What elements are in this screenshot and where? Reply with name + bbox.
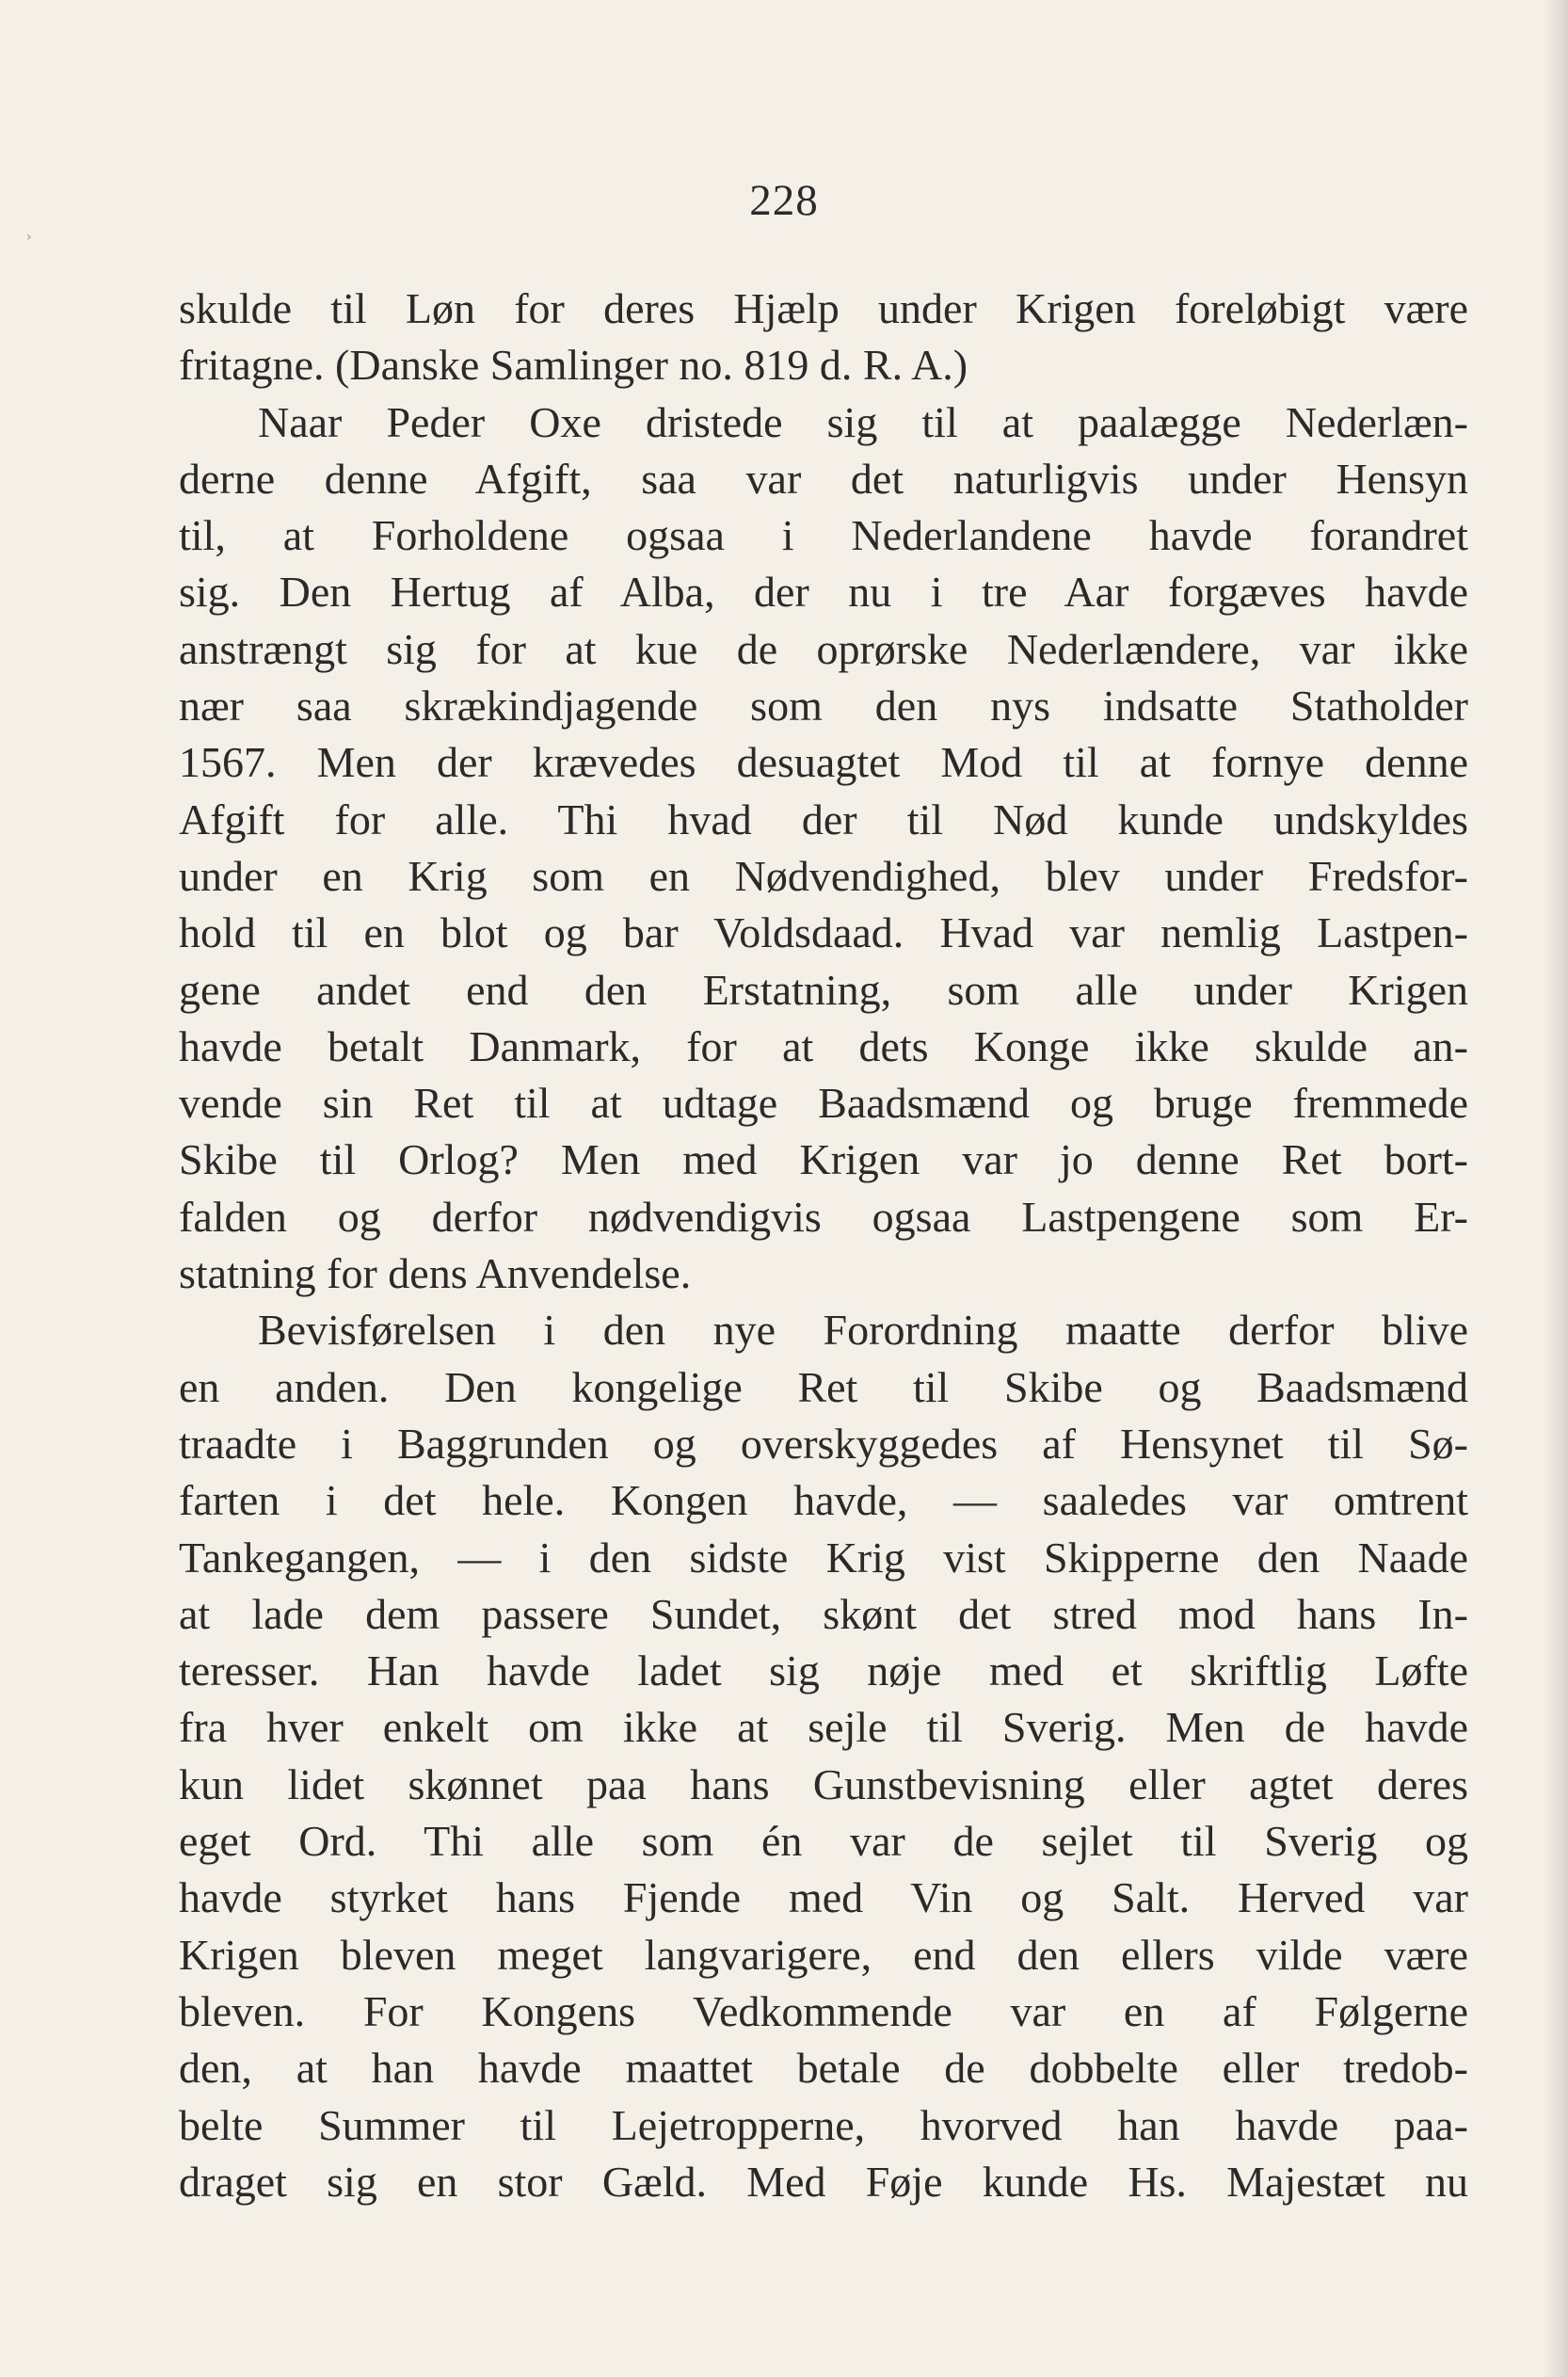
text-line: anstrængt sig for at kue de oprørske Nederlændere, var ikke [179, 624, 1468, 673]
text-line: bleven. For Kongens Vedkommende var en af Følgerne [179, 1986, 1468, 2035]
text-line: Tankegangen, — i den sidste Krig vist Skipperne den Naade [179, 1533, 1468, 1582]
text-line: draget sig en stor Gæld. Med Føje kunde Hs. Majestæt nu [179, 2157, 1468, 2206]
text-line: nær saa skrækindjagende som den nys indsatte Statholder [179, 682, 1468, 731]
text-line: statning for dens Anvendelse. [179, 1249, 692, 1298]
text-line: fra hver enkelt om ikke at sejle til Sverig. Men de havde [179, 1703, 1468, 1752]
text-line: havde styrket hans Fjende med Vin og Salt. Herved var [179, 1873, 1468, 1922]
text-line: eget Ord. Thi alle som én var de sejlet til Sverig og [179, 1817, 1468, 1866]
text-line: falden og derfor nødvendigvis ogsaa Lastpengene som Er- [179, 1192, 1468, 1241]
text-line: Afgift for alle. Thi hvad der til Nød kunde undskyldes [179, 795, 1468, 843]
text-line: derne denne Afgift, saa var det naturligvis under Hensyn [179, 454, 1468, 503]
text-line: 1567. Men der krævedes desuagtet Mod til at fornye denne [179, 738, 1468, 787]
text-line: hold til en blot og bar Voldsdaad. Hvad var nemlig Lastpen- [179, 908, 1468, 957]
text-line: til, at Forholdene ogsaa i Nederlandene havde forandret [179, 511, 1468, 560]
text-line: kun lidet skønnet paa hans Gunstbevisning eller agtet deres [179, 1759, 1468, 1808]
text-line: Bevisførelsen i den nye Forordning maatte derfor blive [258, 1306, 1468, 1355]
text-line: teresser. Han havde ladet sig nøje med et skriftlig Løfte [179, 1646, 1468, 1695]
text-line: fritagne. (Danske Samlinger no. 819 d. R. A.) [179, 341, 968, 390]
text-line: gene andet end den Erstatning, som alle under Krigen [179, 965, 1468, 1014]
text-line: Krigen bleven meget langvarigere, end den ellers vilde være [179, 1930, 1468, 1979]
body-text [179, 281, 1468, 2210]
text-line: under en Krig som en Nødvendighed, blev under Fredsfor- [179, 851, 1468, 900]
text-line: vende sin Ret til at udtage Baadsmænd og bruge fremmede [179, 1079, 1468, 1128]
page-number: 228 [749, 176, 819, 225]
text-line: en anden. Den kongelige Ret til Skibe og Baadsmænd [179, 1362, 1468, 1411]
text-line: at lade dem passere Sundet, skønt det stred mod hans In- [179, 1589, 1468, 1638]
text-line: belte Summer til Lejetropperne, hvorved han havde paa- [179, 2100, 1468, 2149]
text-line: traadte i Baggrunden og overskyggedes af Hensynet til Sø- [179, 1419, 1468, 1468]
text-line: Skibe til Orlog? Men med Krigen var jo denne Ret bort- [179, 1135, 1468, 1184]
text-line: den, at han havde maattet betale de dobbelte eller tredob- [179, 2044, 1468, 2093]
page-edge-shadow [1542, 0, 1568, 2377]
text-line: sig. Den Hertug af Alba, der nu i tre Aar forgæves havde [179, 568, 1468, 617]
text-line: farten i det hele. Kongen havde, — saaledes var omtrent [179, 1476, 1468, 1525]
text-line: skulde til Løn for deres Hjælp under Krigen foreløbigt være [179, 284, 1468, 332]
text-line: Naar Peder Oxe dristede sig til at paalægge Nederlæn- [258, 397, 1468, 446]
text-line: havde betalt Danmark, for at dets Konge ikke skulde an- [179, 1021, 1468, 1070]
margin-mark: › [26, 230, 32, 245]
